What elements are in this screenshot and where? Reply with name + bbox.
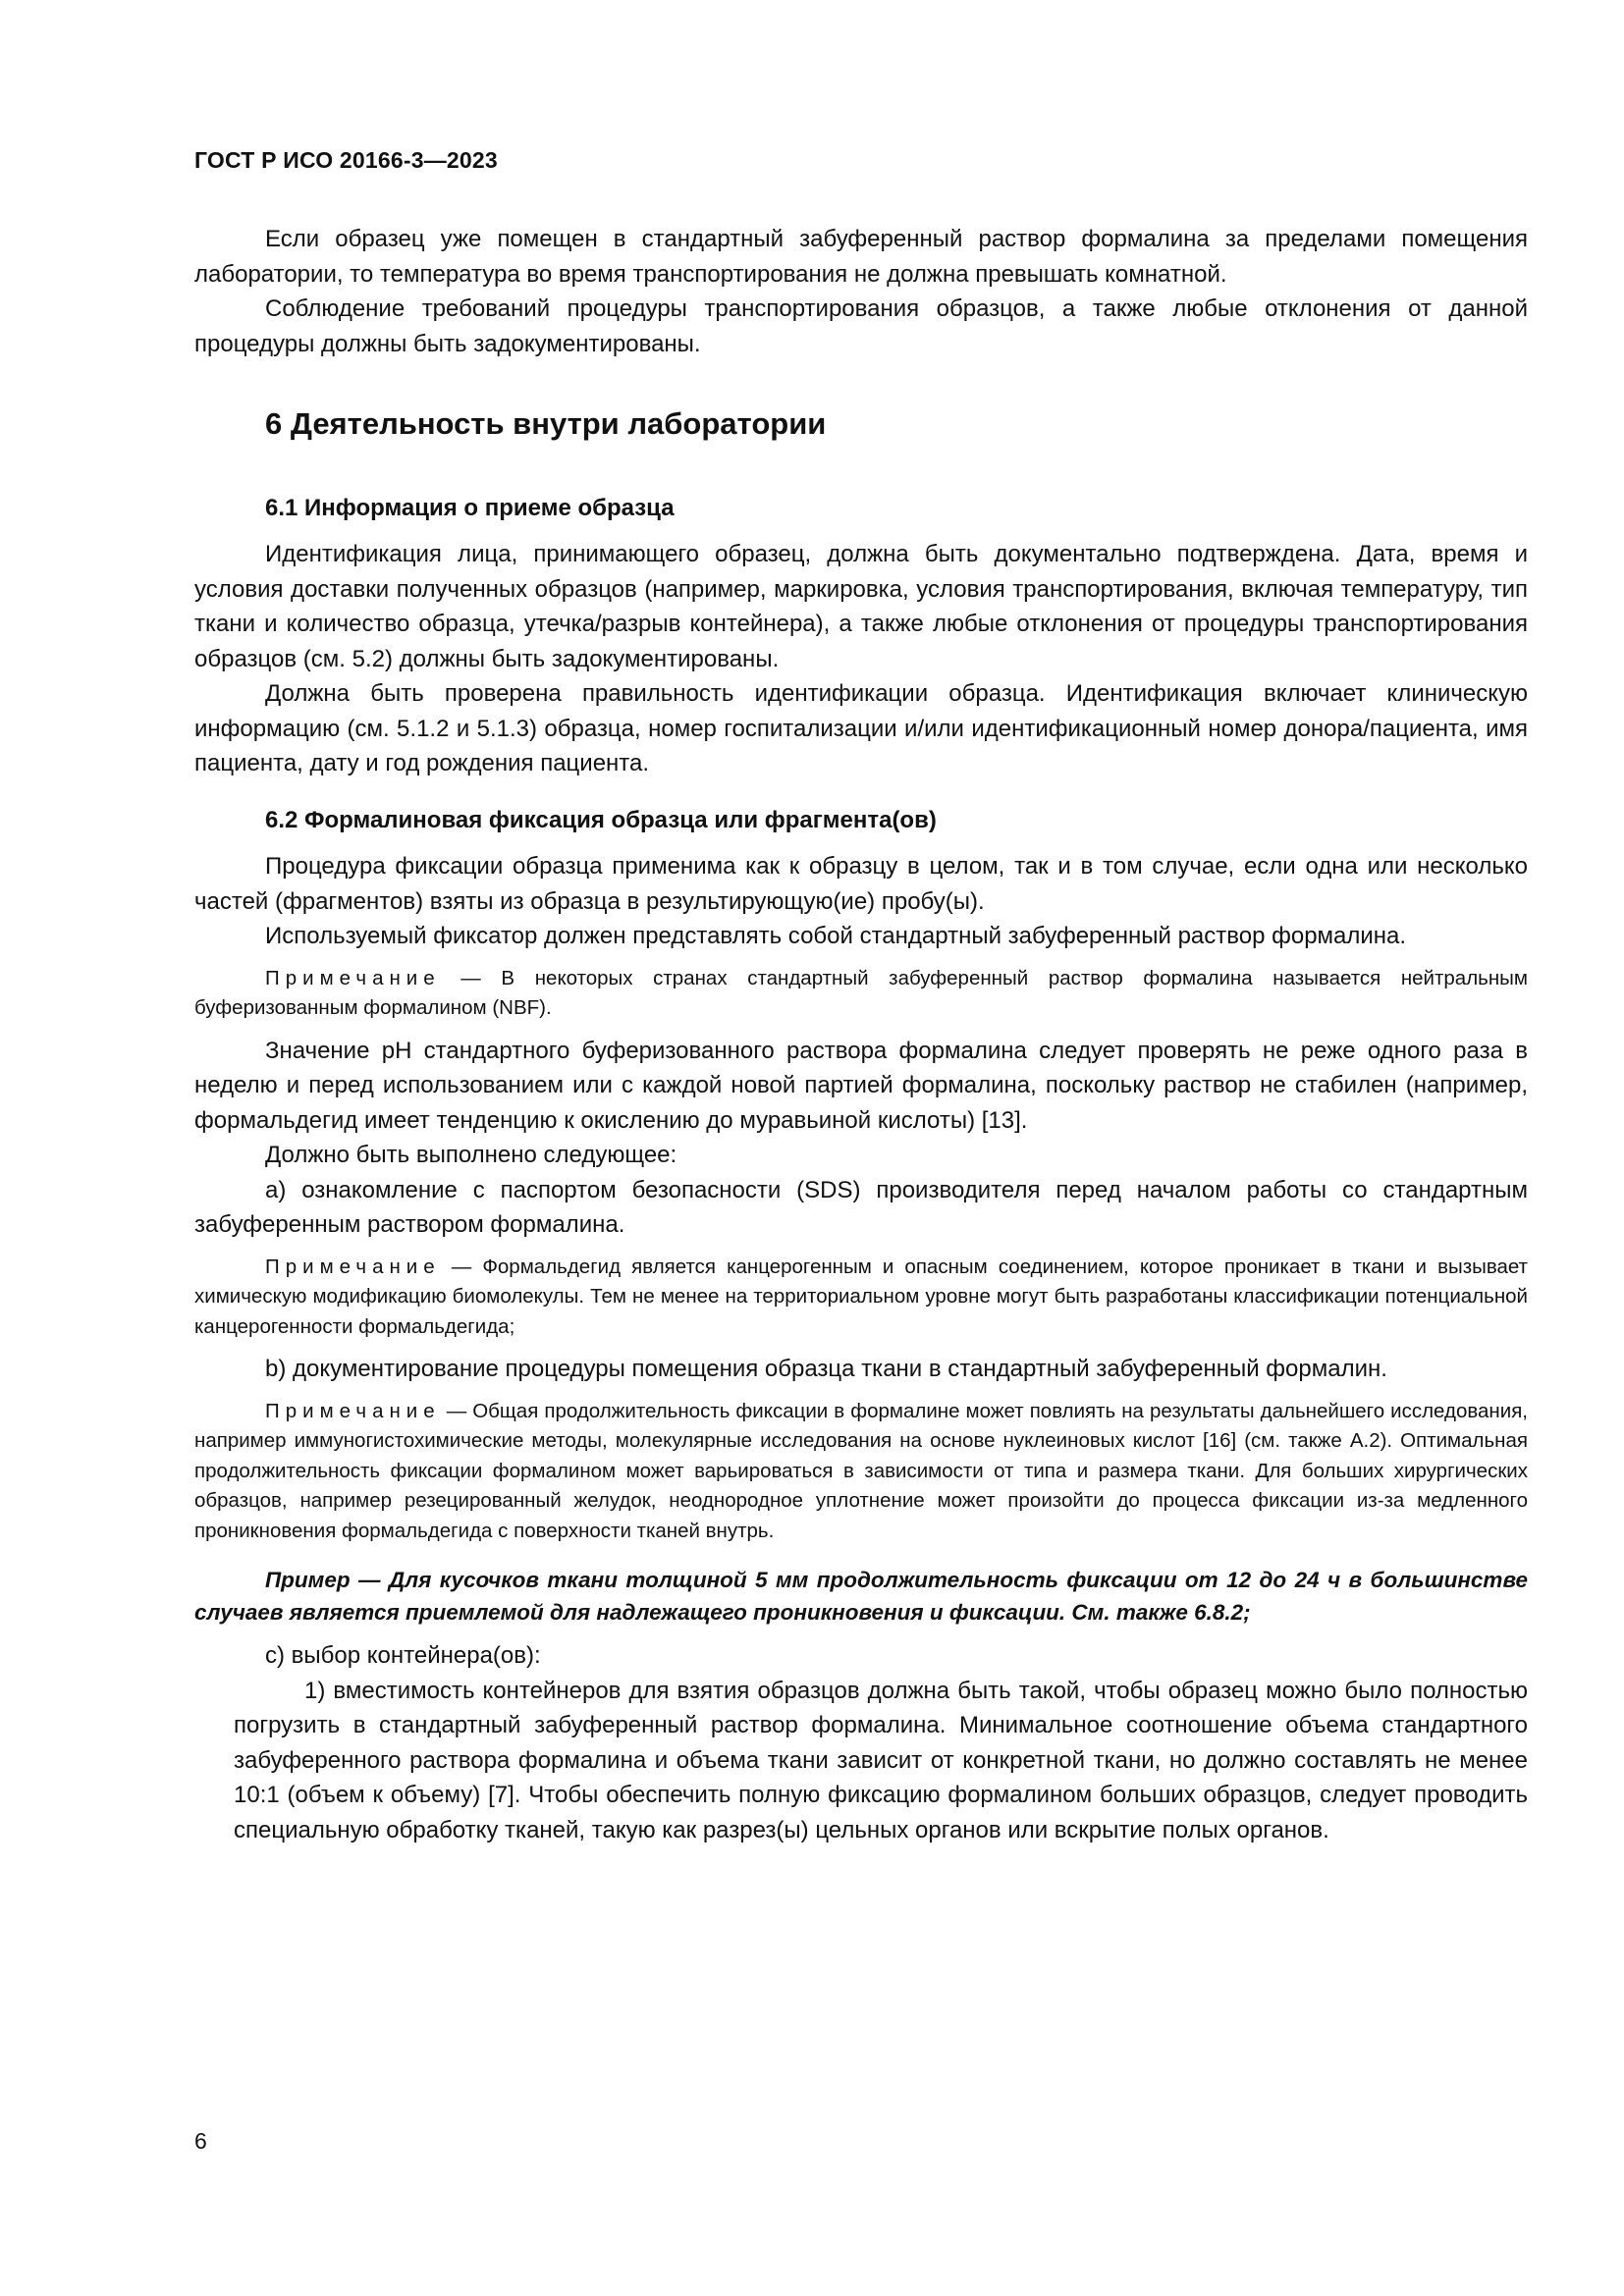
paragraph: Значение pH стандартного буферизованного раствора формалина следует проверять не реже одного раза в неделю и перед использованием или с каждой новой партией формалина, поскольку раствор не стабилен (например, формальдегид имеет тенденцию к окислению до муравьиной кислоты) [13]. [194,1037,1528,1134]
note-label: Примечание [265,966,441,989]
note-text: — Формальдегид является канцерогенным и опасным соединением, которое проникает в ткани и вызывает химическую модификацию биомолекулы. Тем не менее на территориальном уровне могут быть разработаны классификации потенциальной канцерогенности формальдегида; [194,1255,1528,1338]
list-item-a: a) ознакомление с паспортом безопасности (SDS) производителя перед началом работы со стандартным забуференным раствором формалина. [194,1176,1528,1238]
section-6-heading-block [194,404,1528,444]
paragraph: Должна быть проверена правильность идентификации образца. Идентификация включает клиническую информацию (см. 5.1.2 и 5.1.3) образца, номер госпитализации и/или идентификационный номер донора/пациента, имя пациента, дату и год рождения пациента. [194,680,1528,776]
note [194,964,1528,1024]
document-header: ГОСТ Р ИСО 20166-3—2023 [194,147,498,173]
list-item-c1: 1) вместимость контейнеров для взятия образцов должна быть такой, чтобы образец можно было полностью погрузить в стандартный забуференный раствор формалина. Минимальное соотношение объема стандартного забуференного раствора формалина и объема ткани зависит от конкретной ткани, но должно составлять не менее 10:1 (объем к объему) [7]. Чтобы обеспечить полную фиксацию формалином больших образцов, следует проводить специальную обработку тканей, такую как разрез(ы) цельных органов или вскрытие полых органов. [234,1677,1528,1843]
intro-block [194,222,1528,361]
section-heading: 6 Деятельность внутри лаборатории [265,406,827,441]
list-item-b: b) документирование процедуры помещения образца ткани в стандартный забуференный формалин. [265,1356,1387,1382]
subsection-heading: 6.1 Информация о приеме образца [265,495,675,521]
paragraph: Если образец уже помещен в стандартный забуференный раствор формалина за пределами помещения лаборатории, то температура во время транспортирования не должна превышать комнатной. [194,226,1528,288]
note [194,1397,1528,1547]
note-label: Примечание [265,1255,441,1278]
paragraph: Идентификация лица, принимающего образец, должна быть документально подтверждена. Дата, время и условия доставки полученных образцов (например, маркировка, условия транспортирования, включая температуру, тип ткани и количество образца, утечка/разрыв контейнера), а также любые отклонения от процедуры транспортирования образцов (см. 5.2) должны быть задокументированы. [194,541,1528,672]
paragraph: Должно быть выполнено следующее: [265,1142,677,1168]
note-label: Примечание [265,1399,441,1422]
section-6-2 [194,803,1528,1847]
list-item-c: c) выбор контейнера(ов): [265,1642,541,1669]
paragraph: Процедура фиксации образца применима как к образцу в целом, так и в том случае, если одна или несколько частей (фрагментов) взяты из образца в результирующую(ие) пробу(ы). [194,853,1528,915]
example: Пример — Для кусочков ткани толщиной 5 мм продолжительность фиксации от 12 до 24 ч в большинстве случаев является приемлемой для надлежащего проникновения и фиксации. См. также 6.8.2; [194,1568,1528,1625]
paragraph: Используемый фиксатор должен представлять собой стандартный забуференный раствор формалина. [265,923,1407,949]
section-6-1 [194,491,1528,781]
note [194,1253,1528,1343]
subsection-heading: 6.2 Формалиновая фиксация образца или фрагмента(ов) [265,807,937,833]
note-text: — Общая продолжительность фиксации в формалине может повлиять на результаты дальнейшего исследования, например иммуногистохимические методы, молекулярные исследования на основе нуклеиновых кислот [16] (см. также А.2). Оптимальная продолжительность фиксации формалином может варьироваться в зависимости от типа и размера ткани. Для больших хирургических образцов, например резецированный желудок, неоднородное уплотнение может произойти до процесса фиксации из-за медленного проникновения формальдегида с поверхности тканей внутрь. [194,1399,1528,1542]
page-number: 6 [194,2128,207,2154]
note-text: — В некоторых странах стандартный забуференный раствор формалина называется нейтральным буферизованным формалином (NBF). [194,966,1528,1019]
paragraph: Соблюдение требований процедуры транспортирования образцов, а также любые отклонения от данной процедуры должны быть задокументированы. [194,295,1528,357]
